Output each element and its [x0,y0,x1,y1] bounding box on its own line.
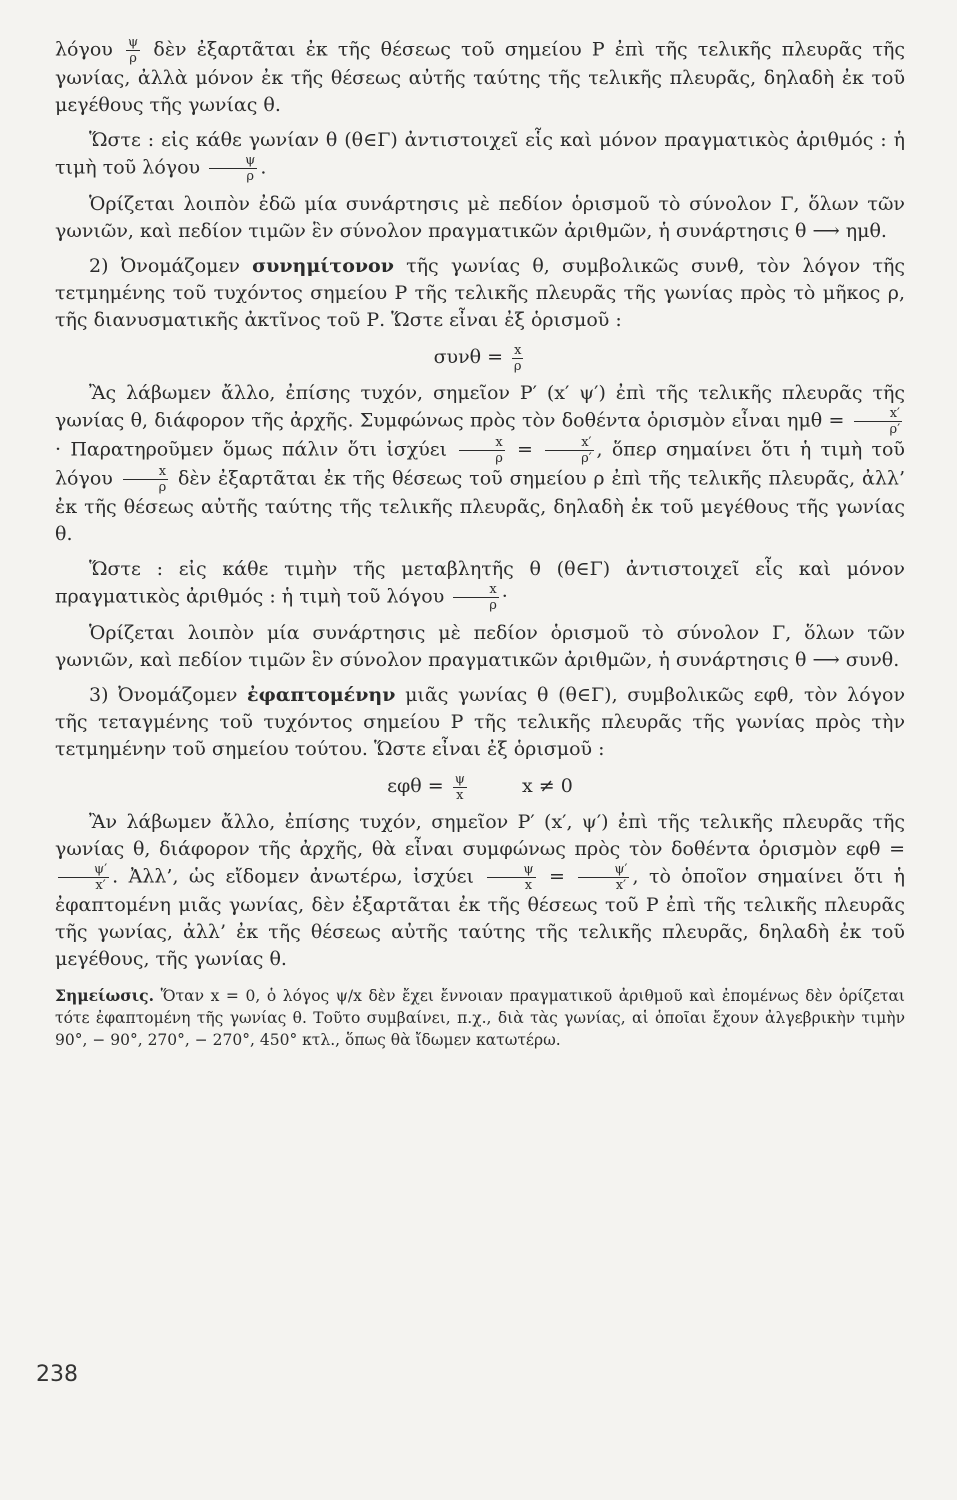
fraction [854,407,902,436]
text: λόγου [55,38,113,61]
numerator: ψ [454,771,465,787]
fraction-psi-over-rho [126,36,140,65]
denominator: ρ′ [581,451,592,466]
denominator: ρ [158,480,167,495]
denominator: x′ [95,878,106,893]
fraction [58,863,109,892]
paragraph-1 [55,36,905,119]
fraction [578,863,629,892]
paragraph-2 [55,127,905,183]
denominator: ρ [495,451,503,466]
text: 3) Ὀνομάζομεν [89,684,238,706]
term-tangent: ἐφαπτομένην [247,684,396,706]
text: 2) Ὀνομάζομεν [89,255,240,277]
page-body [55,36,905,1067]
paragraph-5 [55,380,905,548]
paragraph-4 [55,253,905,334]
text: · Παρατηροῦμεν ὅμως πάλιν ὅτι ἰσχύει [55,438,448,461]
text: Ὥστε : εἰς κάθε γωνίαν θ (θ∈Γ) ἀντιστοιχεῖ εἷς καὶ μόνον πραγματικὸς ἀριθμός : ἡ τιμὴ τοῦ λόγου [55,129,905,179]
text: . [260,156,267,179]
fraction [487,863,535,892]
text: Ὥστε : εἰς κάθε τιμὴν τῆς μεταβλητῆς θ (θ∈Γ) ἀντιστοιχεῖ εἷς καὶ μόνον πραγματικὸς ἀριθμός : ἡ τιμὴ τοῦ λόγου [55,558,905,608]
term-cosine: συνημίτονον [252,255,394,277]
denominator: ρ [246,169,255,184]
numerator: ψ′ [58,863,109,878]
text: . Ἀλλ’, ὡς εἴδομεν ἀνωτέρω, ἰσχύει [112,865,474,888]
equation-tan-definition [55,769,905,803]
numerator: ψ [209,154,257,169]
equals-sign: = [548,865,565,888]
fraction-x-over-rho [453,583,498,612]
numerator: x [453,583,498,598]
paragraph-8 [55,682,905,763]
footnote-text: Ὅταν x = 0, ὁ λόγος ψ/x δὲν ἔχει ἔννοιαν πραγματικοῦ ἀριθμοῦ καὶ ἐπομένως δὲν ὁρίζεται τότε ἐφαπτομένη τῆς γωνίας θ. Τοῦτο συμβαίνει, π.χ., διὰ τὰς γωνίας, αἱ ὁποῖαι ἔχουν ἀλγεβρικὴν τιμὴν 90°, − 90°, 270°, − 270°, 450° κτλ., ὅπως θὰ ἴδωμεν κατωτέρω. [55,987,905,1049]
text: τῆς γωνίας θ, συμβολικῶς συνθ, τὸν λόγον τῆς τετμημένης τοῦ τυχόντος σημείου Ρ τῆς τελικῆς πλευρᾶς τῆς γωνίας πρὸς τὸ μῆκος ρ, τῆς διανυσματικῆς ἀκτῖνος τοῦ Ρ. Ὥστε εἶναι ἐξ ὁρισμοῦ : [55,255,906,331]
page-number: 238 [36,1362,78,1387]
equals-sign: = [517,438,533,461]
numerator: x′ [545,436,593,451]
denominator: ρ [129,51,137,66]
denominator: x [524,878,533,893]
numerator: x [514,342,522,358]
equation-condition: x ≠ 0 [522,775,573,797]
denominator: ρ [489,598,497,613]
numerator: ψ′ [578,863,629,878]
text: δὲν ἐξαρτᾶται ἐκ τῆς θέσεως τοῦ σημείου Ρ ἐπὶ τῆς τελικῆς πλευρᾶς τῆς γωνίας, ἀλλὰ μόνον ἐκ τῆς θέσεως αὐτῆς ταύτης τῆς τελικῆς πλευρᾶς, δηλαδὴ ἐκ τοῦ μεγέθους τῆς γωνίας θ. [55,38,905,116]
text: , ὅπερ σημαίνει ὅτι ἡ τιμὴ τοῦ λόγου [55,438,905,490]
numerator: x [459,436,504,451]
fraction-psi-over-x [453,773,467,802]
text: Ἂν λάβωμεν ἄλλο, ἐπίσης τυχόν, σημεῖον Ρ′ (x′, ψ′) ἐπὶ τῆς τελικῆς πλευρᾶς τῆς γωνίας θ, διάφορον τῆς ἀρχῆς, θὰ εἶναι συμφώνως πρὸς τὸν δοθέντα ὁρισμὸν εφθ = [55,811,905,860]
numerator: x′ [854,407,902,422]
denominator: x′ [615,878,627,893]
paragraph-9 [55,809,905,973]
denominator: ρ [513,358,522,374]
fraction [459,436,504,465]
fraction [545,436,593,465]
numerator: x [123,465,168,480]
text: , τὸ ὁποῖον σημαίνει ὅτι ἡ ἐφαπτομένη μιᾶς γωνίας, δὲν ἐξαρτᾶται ἐκ τῆς θέσεως τοῦ Ρ ἐπὶ τῆς τελικῆς πλευρᾶς τῆς γωνίας, ἀλλ’ ἐκ τῆς θέσεως αὐτῆς ταύτης τῆς τελικῆς πλευρᾶς, δηλαδὴ ἐκ τοῦ μεγέθους, τῆς γωνίας θ. [55,865,905,970]
numerator: ψ [487,863,535,878]
denominator: ρ′ [889,422,901,437]
denominator: x [456,787,464,803]
paragraph-6 [55,556,905,612]
fraction-psi-over-rho [209,154,257,183]
fraction-x-over-rho [512,344,523,373]
text: Ἂς λάβωμεν ἄλλο, ἐπίσης τυχόν, σημεῖον Ρ′ (x′ ψ′) ἐπὶ τῆς τελικῆς πλευρᾶς τῆς γωνίας θ, διάφορον τῆς ἀρχῆς. Συμφώνως πρὸς τὸν δοθέντα ὁρισμὸν εἶναι ημθ = [55,382,905,432]
fraction [123,465,168,494]
text: μιᾶς γωνίας θ (θ∈Γ), συμβολικῶς εφθ, τὸν λόγον τῆς τεταγμένης τοῦ τυχόντος σημείου Ρ τῆς τελικῆς πλευρᾶς τῆς γωνίας πρὸς τὴν τετμημένην τοῦ σημείου τούτου. Ὥστε εἶναι ἐξ ὁρισμοῦ : [55,684,905,760]
text: · [501,585,508,608]
equation-lhs: συνθ = [433,346,504,368]
paragraph-3: Ὁρίζεται λοιπὸν ἐδῶ μία συνάρτησις μὲ πεδίον ὁρισμοῦ τὸ σύνολον Γ, ὅλων τῶν γωνιῶν, καὶ πεδίον τιμῶν ἓν σύνολον πραγματικῶν ἀριθμῶν, ἡ συνάρτησις θ ⟶ ημθ. [55,193,905,242]
equation-lhs: εφθ = [387,775,444,797]
footnote-label: Σημείωσις. [55,986,155,1005]
numerator: ψ [128,35,139,50]
text: δὲν ἐξαρτᾶται ἐκ τῆς θέσεως τοῦ σημείου ρ ἐπὶ τῆς τελικῆς πλευρᾶς, ἀλλ’ ἐκ τῆς θέσεως αὐτῆς ταύτης τῆς τελικῆς πλευρᾶς, δηλαδὴ ἐκ τοῦ μεγέθους τῆς γωνίας θ. [55,467,905,545]
paragraph-7: Ὁρίζεται λοιπὸν μία συνάρτησις μὲ πεδίον ὁρισμοῦ τὸ σύνολον Γ, ὅλων τῶν γωνιῶν, καὶ πεδίον τιμῶν ἓν σύνολον πραγματικῶν ἀριθμῶν, ἡ συνάρτησις θ ⟶ συνθ. [55,622,905,671]
footnote [55,985,905,1051]
equation-cos-definition [55,340,905,374]
